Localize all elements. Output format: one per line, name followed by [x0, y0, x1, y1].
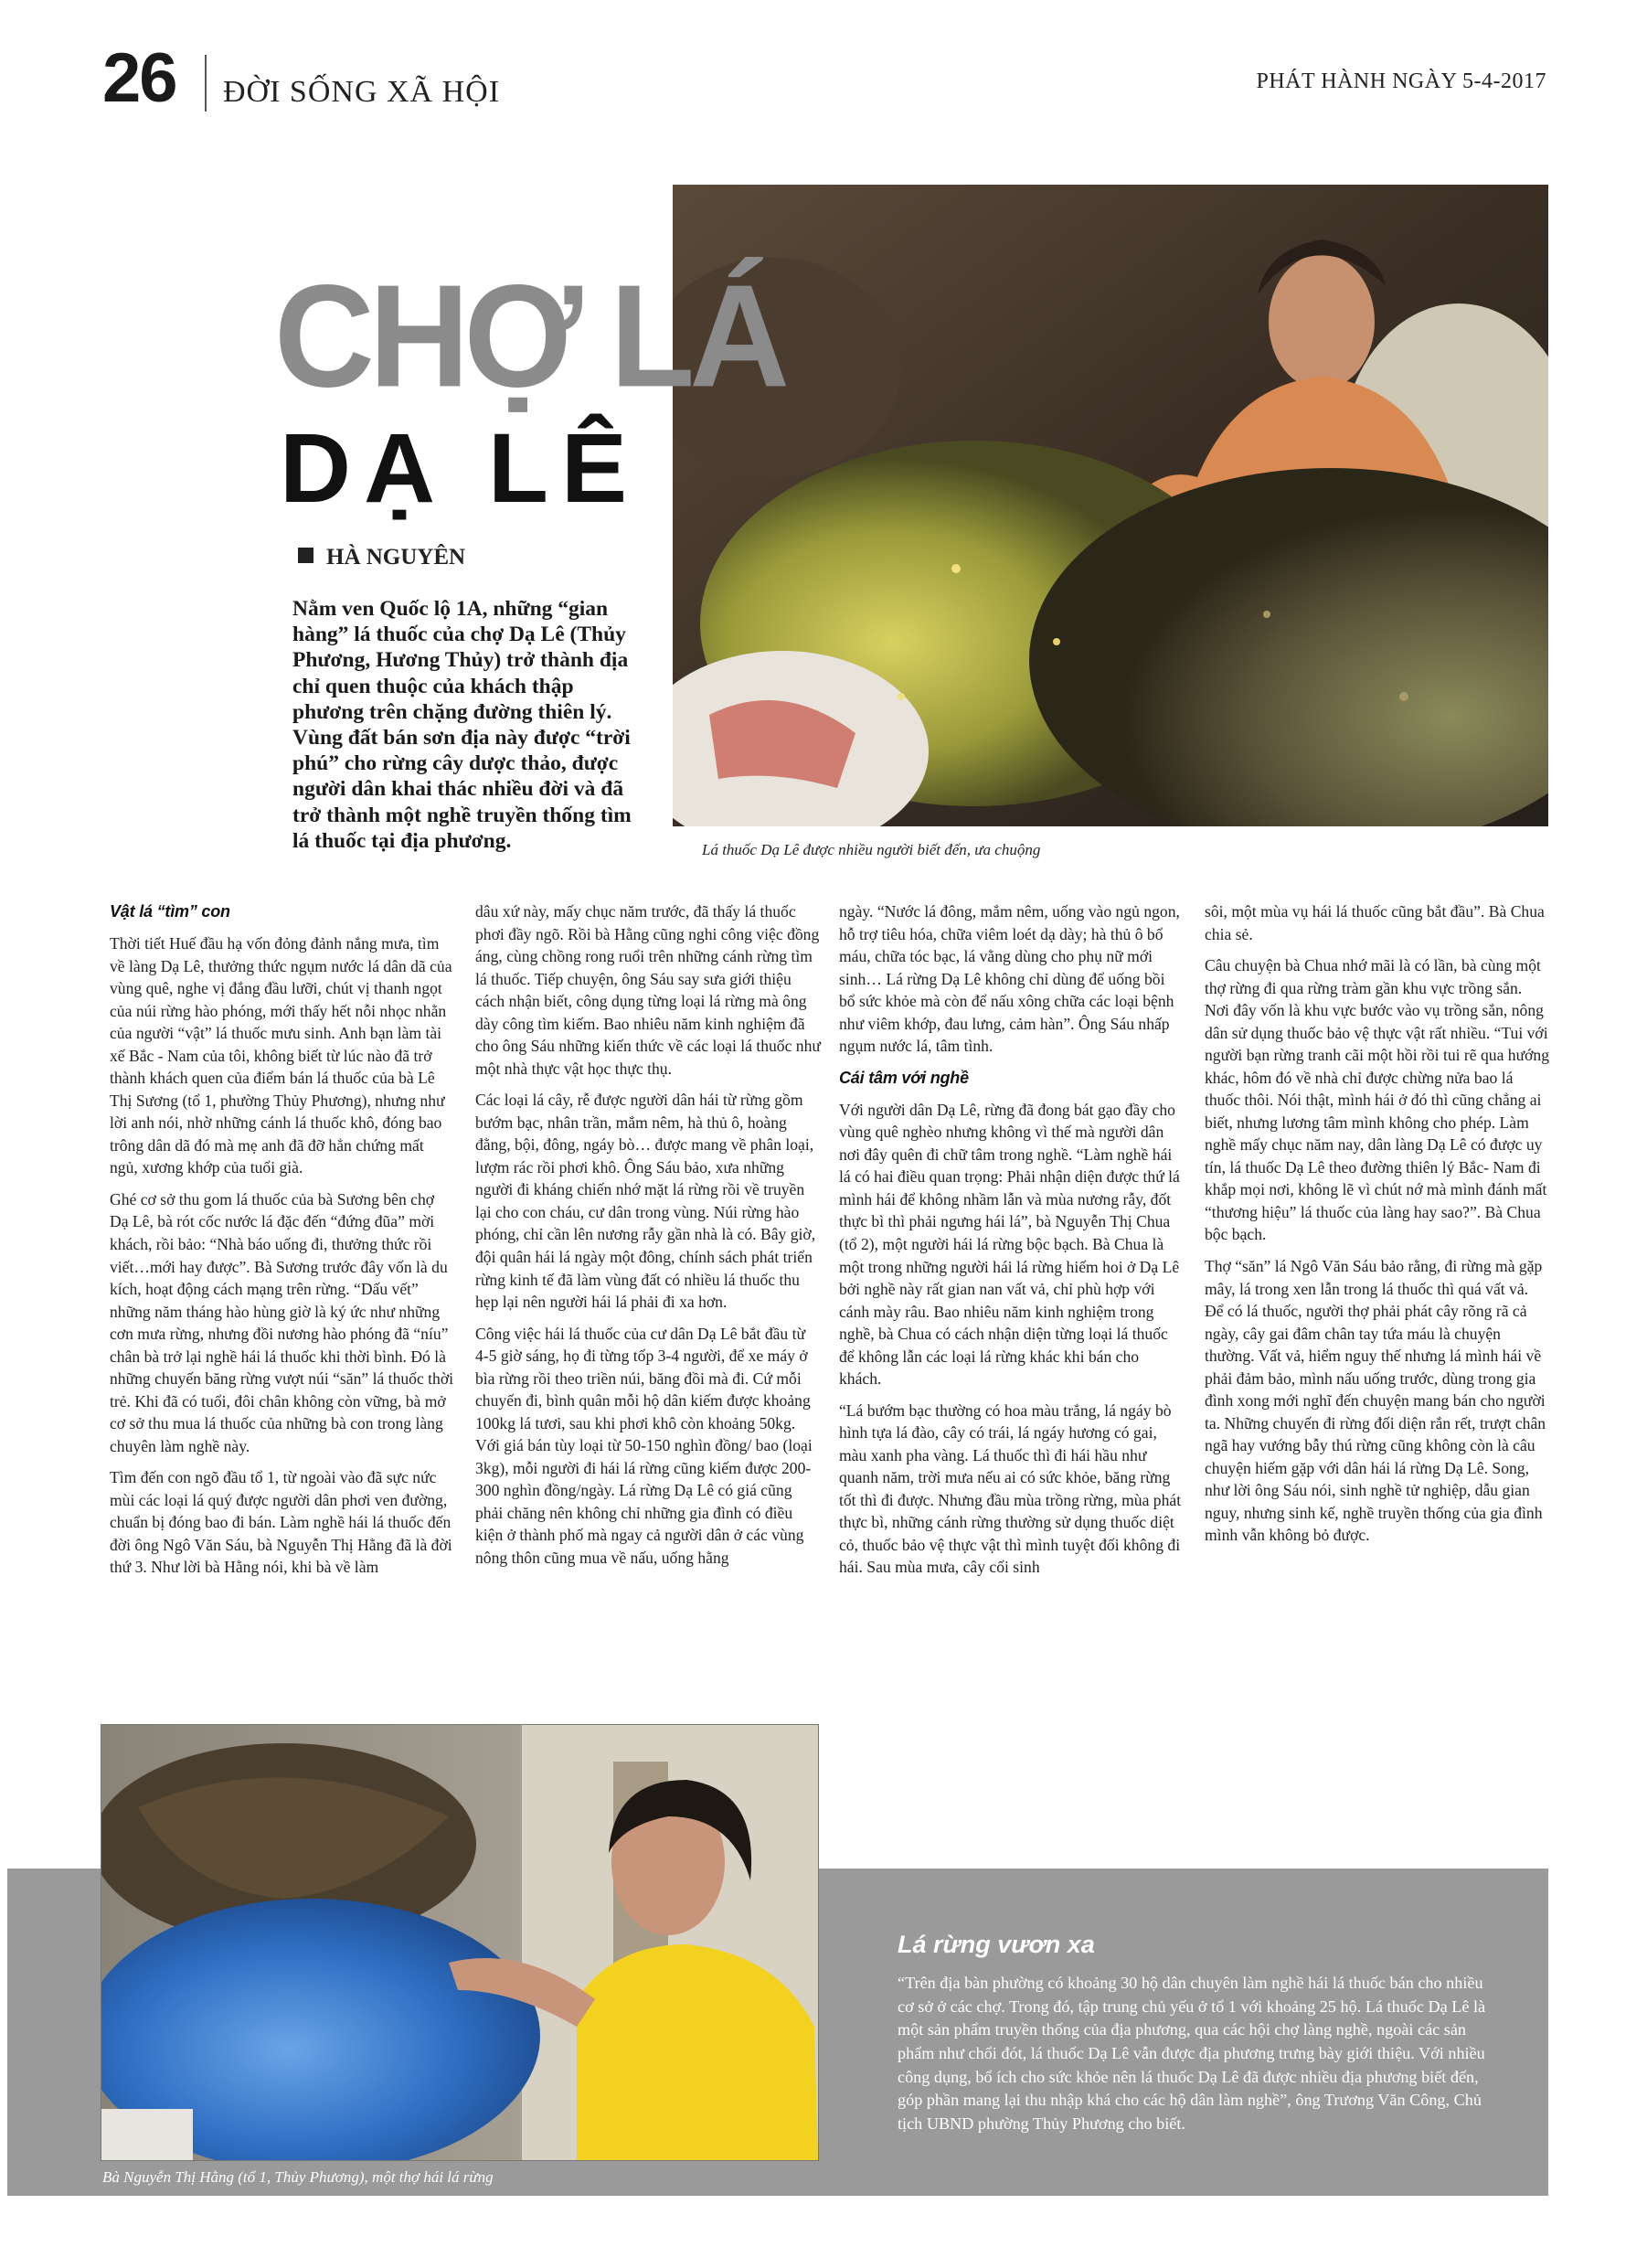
paragraph: ngày. “Nước lá đông, mắm nêm, uống vào ngủ ngon, hỗ trợ tiêu hóa, chữa viêm loét dạ dày; hà thủ ô bổ máu, chữa tóc bạc, lá vằng dùng cho phụ nữ mới sinh… Lá rừng Dạ Lê không chỉ dùng để uống bồi bổ sức khỏe mà còn để nấu xông chữa các loại bệnh như viêm khớp, đau lưng, cảm hàn”. Ông Sáu nhấp ngụm nước lá, tâm tình. [839, 902, 1180, 1056]
paragraph: Công việc hái lá thuốc của cư dân Dạ Lê bắt đầu từ 4-5 giờ sáng, họ đi từng tốp 3-4 người, để xe máy ở bìa rừng rồi theo triền núi, băng đồi mà đi. Cứ mỗi chuyến đi, bình quân mỗi hộ dân kiếm được khoảng 100kg lá tươi, sau khi phơi khô còn khoảng 50kg. Với giá bán tùy loại từ 50-150 nghìn đồng/ bao (loại 3kg), mỗi người đi hái lá rừng cũng kiếm được 200-300 nghìn đồng/ngày. Lá rừng Dạ Lê có giá cũng phải chăng nên không chỉ những gia đình có điều kiện ở thành phố mà ngay cả người dân ở các vùng nông thôn cũng mua về nấu, uống hằng [475, 1324, 813, 1567]
square-bullet-icon [298, 548, 313, 563]
subheading: Vật lá “tìm” con [110, 902, 230, 921]
header-divider [205, 55, 207, 112]
author-name: HÀ NGUYÊN [326, 545, 466, 570]
body-column-4 [1205, 900, 1550, 1556]
body-column-1 [110, 900, 455, 1588]
headline-line-2: DẠ LÊ [280, 412, 640, 523]
paragraph: “Lá bướm bạc thường có hoa màu trắng, lá ngáy bò hình tựa lá đào, cây có trái, lá ngáy hương có gai, màu xanh pha vàng. Lá thuốc thì đi hái hầu như quanh năm, trời mưa nếu ai có sức khỏe, băng rừng tốt thì đi được. Nhưng đầu mùa trồng rừng, mùa phát thực bì, những cánh rừng thường sử dụng thuốc diệt cỏ, thuốc bảo vệ thực vật thì mình tuyệt đối không đi hái. Sau mùa mưa, cây cối sinh [839, 1400, 1182, 1577]
byline [298, 545, 465, 570]
lead-paragraph: Nằm ven Quốc lộ 1A, những “gian hàng” lá thuốc của chợ Dạ Lê (Thủy Phương, Hương Thủy) trở thành địa chỉ quen thuộc của khách thập phương trên chặng đường thiên lý. Vùng đất bán sơn địa này được “trời phú” cho rừng cây dược thảo, được người dân khai thác nhiều đời và đã trở thành một nghề truyền thống tìm lá thuốc tại địa phương. [292, 597, 632, 853]
page-number: 26 [102, 39, 176, 117]
bottom-photo-caption: Bà Nguyễn Thị Hằng (tổ 1, Thủy Phương), một thợ hái lá rừng [102, 2168, 494, 2186]
headline-line-1: CHỢ LÁ [274, 254, 785, 419]
issue-date: PHÁT HÀNH NGÀY 5-4-2017 [1256, 69, 1546, 93]
paragraph: Các loại lá cây, rễ được người dân hái từ rừng gồm bướm bạc, nhân trần, mắm nêm, hà thủ ô, hoàng đằng, bội, đông, ngáy bò… được mang về phân loại, lượm rác rồi phơi khô. Ông Sáu bảo, xưa những người đi kháng chiến nhớ mặt lá rừng rồi về truyền lại cho con cháu, cư dân trong vùng. Núi rừng hào phóng, chỉ cần lên nương rẫy gần nhà là có. Bây giờ, đội quân hái lá ngày một đông, chính sách phát triển rừng kinh tế đã làm vùng đất có nhiều lá thuốc thu hẹp lại nên người hái lá phải đi xa hơn. [475, 1091, 816, 1312]
top-photo-caption: Lá thuốc Dạ Lê được nhiều người biết đến, ưa chuộng [702, 841, 1041, 858]
subheading: Cái tâm với nghề [839, 1068, 969, 1087]
paragraph: Thời tiết Huế đầu hạ vốn đỏng đảnh nắng mưa, tìm về làng Dạ Lê, thưởng thức ngụm nước lá dân dã của vùng quê, nghe vị đắng đầu lưỡi, chút vị thanh ngọt của núi rừng hào phóng, mới thấy hết nỗi nhọc nhằn của người “vật” lá thuốc mưu sinh. Anh bạn làm tài xế Bắc - Nam của tôi, không biết từ lúc nào đã trở thành khách quen của điểm bán lá thuốc của bà Lê Thị Sương (tổ 1, phường Thủy Phương), nhưng như lời anh nói, nhờ những cánh lá thuốc khô, đóng bao trông dân dã đó mà mẹ anh đã đỡ hẳn chứng mất ngủ, xương khớp của tuổi già. [110, 934, 452, 1177]
top-photo [673, 185, 1548, 826]
paragraph: Câu chuyện bà Chua nhớ mãi là có lần, bà cùng một thợ rừng đi qua rừng tràm gần khu vực trồng sắn. Nơi đây vốn là khu vực bước vào vụ trồng sắn, nông dân sử dụng thuốc bảo vệ thực vật rất nhiều. “Tui với người bạn rừng tranh cãi một hồi rồi tui rẽ qua hướng khác, hôm đó về nhà chỉ được chừng nửa bao lá thuốc thôi. Nói thật, mình hái ở đó thì cũng chẳng ai biết, nhưng lương tâm mình không cho phép. Làm nghề mấy chục năm nay, dân làng Dạ Lê có được uy tín, lá thuốc Dạ Lê theo đường thiên lý Bắc- Nam đi khắp mọi nơi, không lẽ vì chút nớ mà mình đánh mất “thương hiệu” lá thuốc của làng hay sao?”. Bà Chua bộc bạch. [1205, 956, 1550, 1244]
sidebar-text: “Trên địa bàn phường có khoảng 30 hộ dân chuyên làm nghề hái lá thuốc bán cho nhiều cơ sở ở các chợ. Trong đó, tập trung chủ yếu ở tổ 1 với khoảng 25 hộ. Lá thuốc Dạ Lê là một sản phẩm truyền thống của địa phương, qua các hội chợ làng nghề, ngoài các sản phẩm như chổi đót, lá thuốc Dạ Lê vẫn được địa phương trưng bày giới thiệu. Với nhiều công dụng, bổ ích cho sức khỏe nên lá thuốc Dạ Lê đã được nhiều địa phương biết đến, góp phần mang lại thu nhập khá cho các hộ dân làm nghề”, ông Trương Văn Công, Chủ tịch UBND phường Thủy Phương cho biết. [898, 1974, 1486, 2133]
sidebar-title: Lá rừng vươn xa [898, 1931, 1095, 1958]
body-column-2 [475, 900, 821, 1578]
body-column-3 [839, 900, 1185, 1588]
paragraph: Thợ “săn” lá Ngô Văn Sáu bảo rằng, đi rừng mà gặp mây, lá trong xen lẫn trong lá thuốc thì quá vất vả. Để có lá thuốc, người thợ phải phát cây rõng rã cả ngày, cây gai đâm chân tay tứa máu là chuyện thường. Vất vả, hiểm nguy thế nhưng lá mình hái về phải đảm bảo, mình nấu uống trước, dùng trong gia đình xong mới nghĩ đến chuyện mang bán cho người ta. Những chuyến đi rừng đối diện rắn rết, trượt chân ngã hay vướng bẫy thú rừng cũng không còn là câu chuyện hiếm gặp với dân hái lá rừng Dạ Lê. Song, như lời ông Sáu nói, sinh nghề tử nghiệp, dẫu gian nguy, nhưng sinh kế, nghề truyền thống của gia đình mình vẫn không bỏ được. [1205, 1256, 1546, 1545]
paragraph: Với người dân Dạ Lê, rừng đã đong bát gạo đầy cho vùng quê nghèo nhưng không vì thế mà người dân nơi đây quên đi chữ tâm trong nghề. “Làm nghề hái lá có hai điều quan trọng: Phải nhận diện được thứ lá mình hái để không nhầm lẫn và mùa nương rẫy, đốt thực bì thì phải ngưng hái lá”, bà Nguyễn Thị Chua (tổ 2), một người hái lá rừng bộc bạch. Bà Chua là một trong những người hái lá rừng hiếm hoi ở Dạ Lê bởi nghề này rất gian nan vất vả, chỉ phù hợp với cánh mày râu. Bao nhiêu năm kinh nghiệm trong nghề, bà Chua có cách nhận diện từng loại lá thuốc để không lẫn các loại lá rừng khác khi bán cho khách. [839, 1100, 1180, 1389]
section-title: ĐỜI SỐNG XÃ HỘI [223, 75, 501, 109]
paragraph: dâu xứ này, mấy chục năm trước, đã thấy lá thuốc phơi đầy ngõ. Rồi bà Hằng cũng nghi công việc đồng áng, cùng chồng rong ruổi trên những cánh rừng tìm lá thuốc. Tiếp chuyện, ông Sáu say sưa giới thiệu cách nhận biết, công dụng từng loại lá rừng mà ông dày công tìm kiếm. Bao nhiêu năm kinh nghiệm đã cho ông Sáu những kiến thức về các loại lá thuốc như một nhà thực vật học thực thụ. [475, 902, 821, 1078]
paragraph: sôi, một mùa vụ hái lá thuốc cũng bắt đầu”. Bà Chua chia sẻ. [1205, 902, 1545, 943]
bottom-photo [101, 1724, 819, 2161]
paragraph: Tìm đến con ngõ đầu tổ 1, từ ngoài vào đã sực nức mùi các loại lá quý được người dân phơi ven đường, chuẩn bị đóng bao đi bán. Làm nghề hái lá thuốc đến đời ông Ngô Văn Sáu, bà Nguyễn Thị Hằng đã là đời thứ 3. Như lời bà Hằng nói, khi bà về làm [110, 1468, 452, 1577]
paragraph: Ghé cơ sở thu gom lá thuốc của bà Sương bên chợ Dạ Lê, bà rót cốc nước lá đặc đến “đứng đũa” mời khách, rồi bảo: “Nhà báo uống đi, thưởng thức rồi viết…mới hay được”. Bà Sương trước đây vốn là du kích, hoạt động cách mạng trên rừng. “Dấu vết” những năm tháng hào hùng giờ là ký ức như những cơn mưa rừng, nhưng đồi nương hào phóng đã “níu” chân bà trở lại nghề hái lá thuốc khi thời bình. Đó là những chuyến băng rừng vượt núi “săn” lá thuốc thời trẻ. Khi đã có tuổi, đôi chân không còn vững, bà mở cơ sở thu mua lá thuốc của những bà con trong làng chuyên làm nghề này. [110, 1189, 454, 1455]
